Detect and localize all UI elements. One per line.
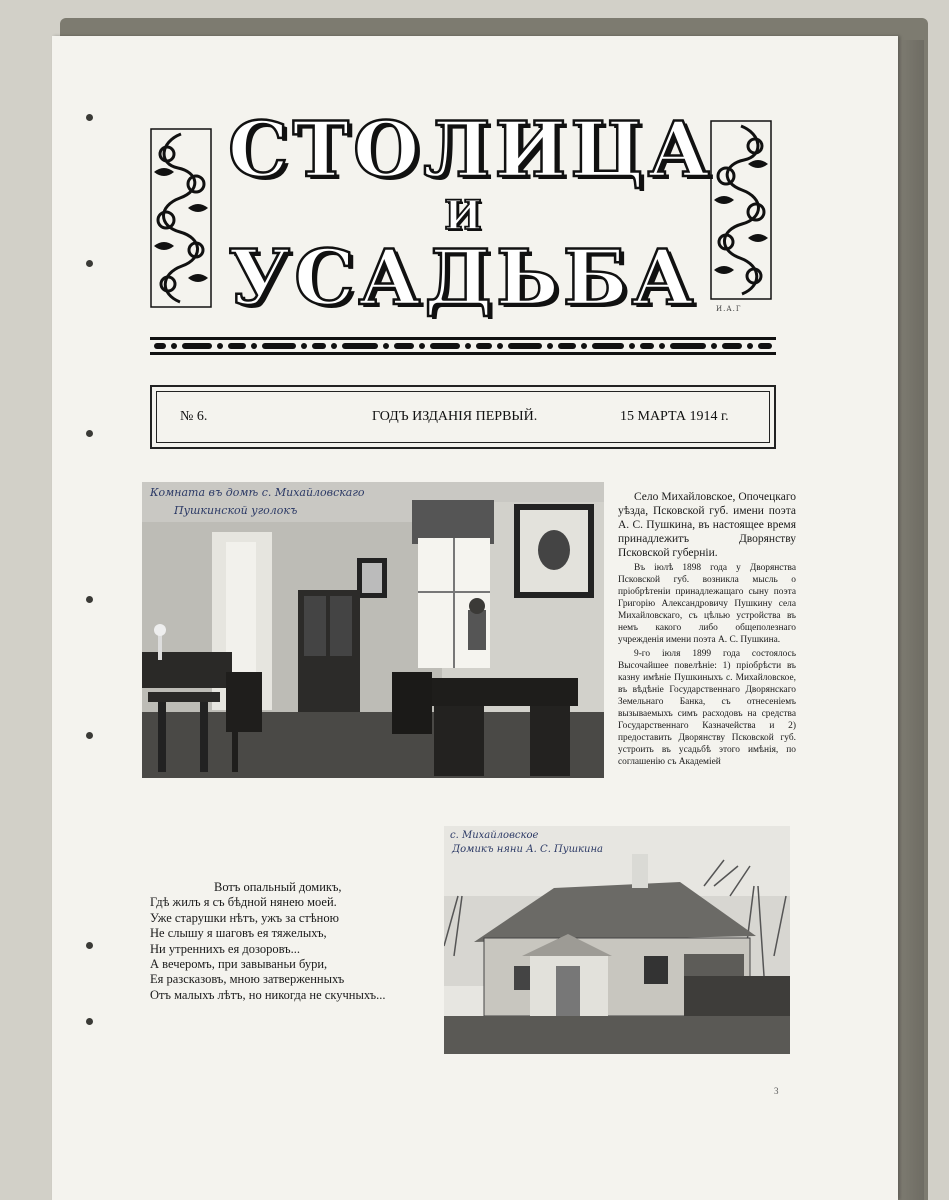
masthead-conjunction: И (444, 192, 482, 239)
poem-excerpt (150, 880, 440, 1003)
issue-date: 15 МАРТА 1914 г. (620, 409, 729, 424)
article-paragraph: Въ іюлѣ 1898 года у Дворянства Псковской губ. возникла мысль о пріобрѣтеніи принадлежащаго сыну поэта Григорію Александровичу Пушкину села Михайловскаго, съ цѣлью устройства въ немъ какого либо общеполезнаго учрежденія имени поэта А. С. Пушкина. (618, 563, 796, 645)
publication-year: ГОДЪ ИЗДАНІЯ ПЕРВЫЙ. (372, 409, 538, 424)
poem-line: Уже старушки нѣтъ, ужъ за стѣною (150, 910, 339, 925)
article-lead-paragraph: Село Михайловское, Опочецкаго уѣзда, Псковской губ. имени поэта А. С. Пушкина, въ настоящее время принадлежитъ Дворянству Псковской губерніи. (618, 491, 796, 559)
right-ornament-icon (710, 120, 772, 300)
article-text-column (618, 490, 796, 768)
binding-hole (86, 1018, 93, 1025)
poem-line: Вотъ опальный домикъ, (214, 880, 342, 894)
binding-hole (86, 732, 93, 739)
masthead (228, 88, 714, 348)
article-paragraph: 9-го іюля 1899 года состоялось Высочайшее повелѣніе: 1) пріобрѣсти въ казну имѣніе Пушкиныхъ с. Михайловское, въ вѣдѣніе Государственнаго Дворянскаго Земельнаго Банка, съ отнесеніемъ вызываемыхъ симъ расходовъ на средства Государственнаго Казначейства и 2) предоставить Дворянству Псковской губ. устроить въ усадьбѣ этого имѣнія, по соглашенію съ Академіей (618, 649, 796, 767)
issue-number: № 6. (180, 409, 208, 424)
house-photo-handwritten-sublabel: Домикъ няни А. С. Пушкина (452, 844, 604, 855)
masthead-title-line1: СТОЛИЦА (228, 105, 714, 194)
left-ornament-icon (150, 128, 212, 308)
poem-line: Гдѣ жилъ я съ бѣдной нянею моей. (150, 895, 337, 910)
poem-line: Ни утреннихъ ея дозоровъ... (150, 941, 301, 956)
poem-line: Не слышу я шаговъ ея тяжелыхъ, (150, 926, 327, 941)
poem-line: А вечеромъ, при завываньи бури, (150, 957, 328, 972)
binding-hole (86, 596, 93, 603)
binding-hole (86, 430, 93, 437)
page-number: 3 (774, 1086, 779, 1096)
issue-info-box (150, 385, 776, 449)
artist-monogram: И.А.Г (716, 305, 742, 313)
binding-hole (86, 260, 93, 267)
poem-line: Ея разсказовъ, мною затверженныхъ (150, 972, 345, 987)
binding-hole (86, 942, 93, 949)
room-photograph (142, 482, 604, 778)
house-photograph (444, 826, 790, 1054)
binding-hole (86, 114, 93, 121)
ornamental-rule (150, 336, 776, 356)
poem-line: Отъ малыхъ лѣтъ, но никогда не скучныхъ... (150, 987, 386, 1002)
house-photo-handwritten-label: с. Михайловское (450, 830, 539, 841)
room-photo-handwritten-sublabel: Пушкинской уголокъ (174, 504, 298, 517)
masthead-title-line2: УСАДЬБА (228, 233, 698, 322)
room-photo-handwritten-label: Комната въ домѣ с. Михайловскаго (150, 486, 365, 499)
